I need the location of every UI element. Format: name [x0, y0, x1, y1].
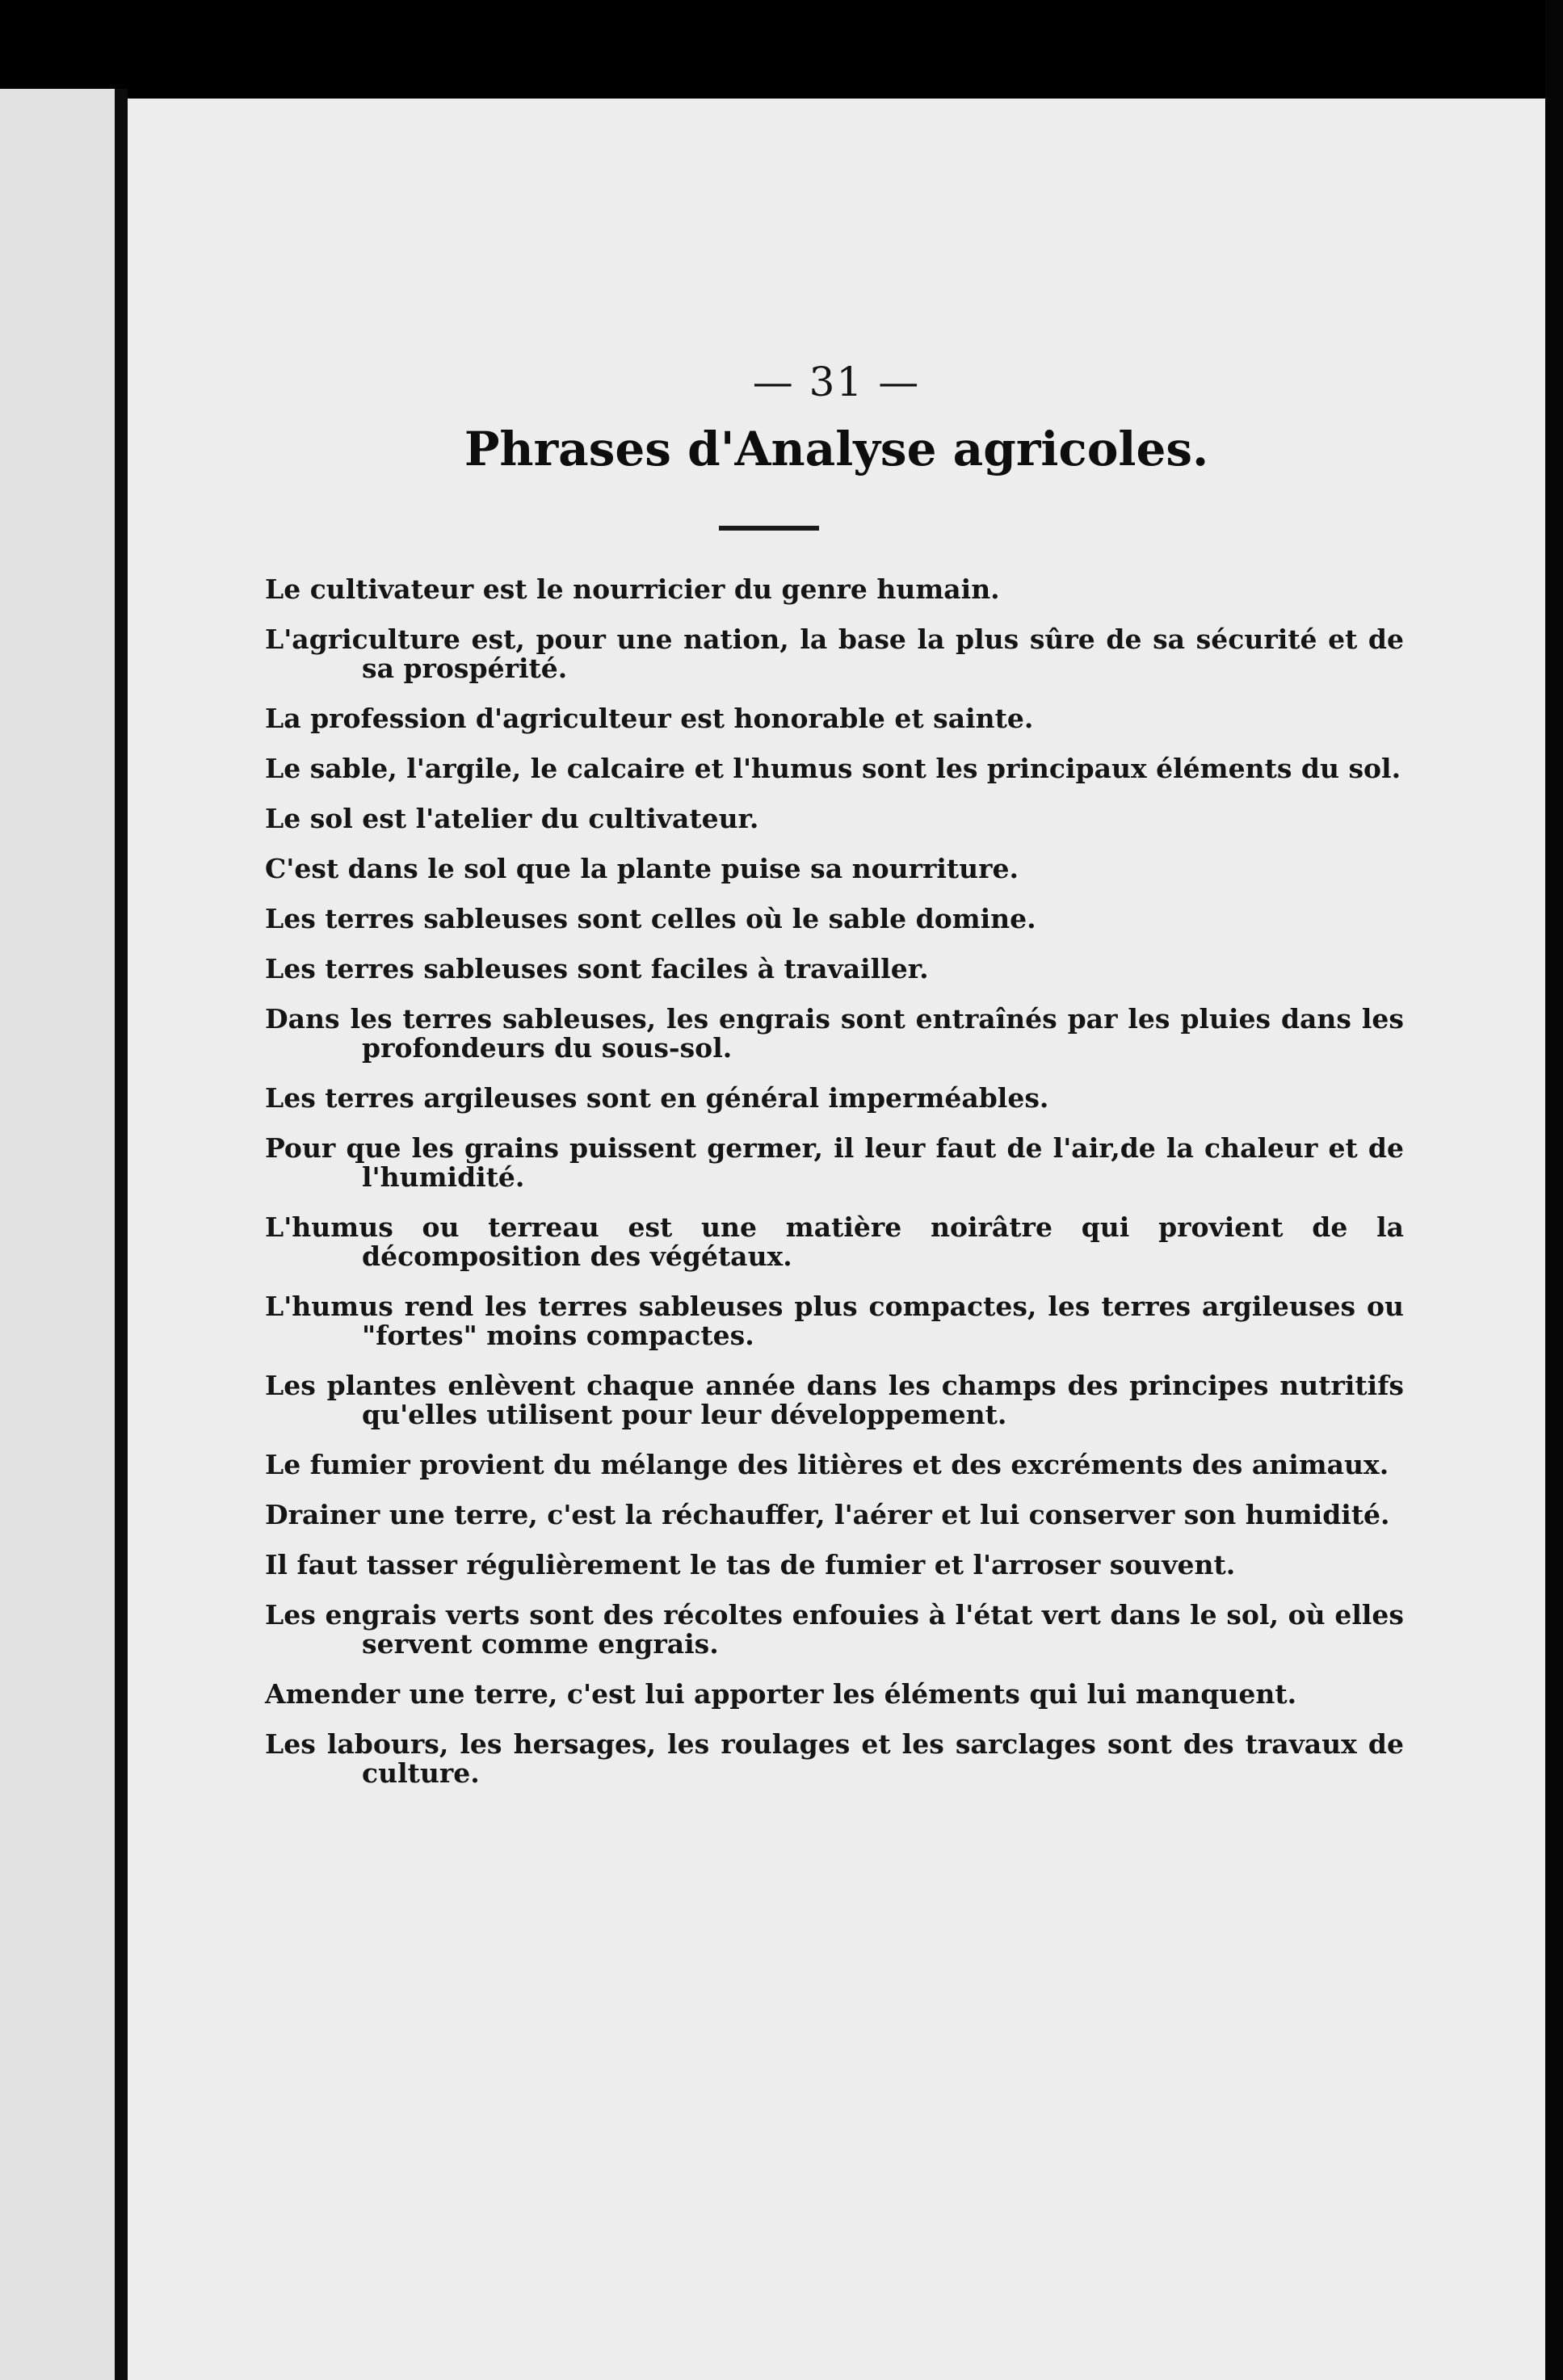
sentence-7: Les terres sableuses sont celles où le sable domine.: [265, 903, 1036, 934]
sentence-16: Drainer une terre, c'est la réchauffer, l'aérer et lui conserver son humidité.: [265, 1499, 1390, 1530]
sentence-18: Les engrais verts sont des récoltes enfouies à l'état vert dans le sol, où elles servent comme engrais.: [265, 1599, 1404, 1660]
sentence-3: La profession d'agriculteur est honorable et sainte.: [265, 703, 1034, 734]
page-number: — 31 —: [752, 359, 921, 405]
title-divider: [719, 526, 819, 531]
sentence-19: Amender une terre, c'est lui apporter les éléments qui lui manquent.: [265, 1678, 1297, 1710]
sentence-6: C'est dans le sol que la plante puise sa nourriture.: [265, 853, 1019, 884]
facing-page-edge: [0, 89, 115, 2380]
book-page: [128, 99, 1545, 2380]
sentence-20: Les labours, les hersages, les roulages et les sarclages sont des travaux de culture.: [265, 1728, 1404, 1789]
sentence-4: Le sable, l'argile, le calcaire et l'humus sont les principaux éléments du sol.: [265, 753, 1401, 784]
sentence-1: Le cultivateur est le nourricier du genre humain.: [265, 573, 1000, 605]
sentence-17: Il faut tasser régulièrement le tas de fumier et l'arroser souvent.: [265, 1549, 1236, 1580]
scan-border: [1545, 0, 1563, 2380]
sentence-15: Le fumier provient du mélange des litières et des excréments des animaux.: [265, 1449, 1389, 1480]
sentence-11: Pour que les grains puissent germer, il leur faut de l'air,de la chaleur et de l'humidité.: [265, 1132, 1404, 1193]
sentence-12: L'humus ou terreau est une matière noirâtre qui provient de la décomposition des végétaux.: [265, 1211, 1404, 1272]
sentence-8: Les terres sableuses sont faciles à travailler.: [265, 953, 929, 984]
sentence-5: Le sol est l'atelier du cultivateur.: [265, 803, 759, 834]
sentence-list: [265, 575, 1404, 1809]
sentence-13: L'humus rend les terres sableuses plus compactes, les terres argileuses ou "fortes" moins compactes.: [265, 1291, 1404, 1351]
sentence-2: L'agriculture est, pour une nation, la base la plus sûre de sa sécurité et de sa prospérité.: [265, 623, 1404, 684]
binding-gutter: [115, 89, 128, 2380]
sentence-14: Les plantes enlèvent chaque année dans les champs des principes nutritifs qu'elles utilisent pour leur développement.: [265, 1370, 1404, 1430]
sentence-10: Les terres argileuses sont en général imperméables.: [265, 1082, 1049, 1114]
page-title: Phrases d'Analyse agricoles.: [464, 422, 1209, 476]
sentence-9: Dans les terres sableuses, les engrais sont entraînés par les pluies dans les profondeurs du sous-sol.: [265, 1003, 1404, 1064]
